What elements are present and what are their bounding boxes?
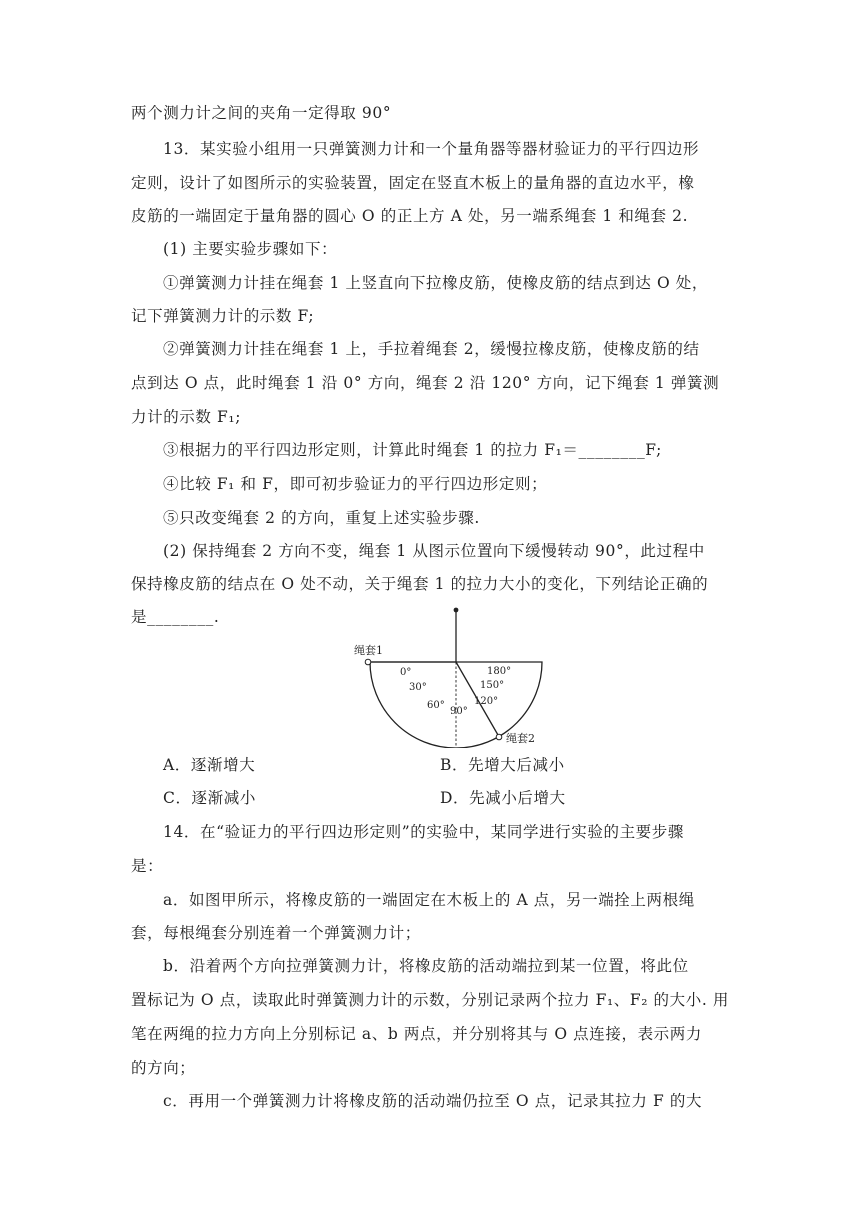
line-22: 置标记为 O 点，读取此时弹簧测力计的示数，分别记录两个拉力 F₁、F₂ 的大小. 用: [131, 991, 730, 1009]
tick-0: 0°: [400, 667, 412, 678]
line-15: 保持橡皮筋的结点在 O 处不动，关于绳套 1 的拉力大小的变化，下列结论正确的: [131, 575, 709, 593]
line-16: 是________.: [131, 608, 220, 626]
line-5: (1) 主要实验步骤如下：: [163, 240, 338, 258]
option-c: C．逐渐减小: [163, 789, 256, 807]
tick-180: 180°: [487, 666, 512, 677]
tick-150: 150°: [480, 680, 505, 691]
line-12: ④比较 F₁ 和 F，即可初步验证力的平行四边形定则；: [163, 475, 548, 493]
tick-120: 120°: [474, 696, 499, 707]
line-25: c．再用一个弹簧测力计将橡皮筋的活动端仍拉至 O 点，记录其拉力 F 的大: [163, 1092, 703, 1110]
line-17: 14．在“验证力的平行四边形定则”的实验中，某同学进行实验的主要步骤: [163, 823, 684, 841]
line-19: a．如图甲所示，将橡皮筋的一端固定在木板上的 A 点，另一端拴上两根绳: [163, 891, 695, 909]
line-10: 力计的示数 F₁;: [131, 408, 242, 426]
line-3: 定则，设计了如图所示的实验装置，固定在竖直木板上的量角器的直边水平，橡: [131, 174, 695, 192]
rope-2-loop: [496, 734, 502, 740]
tick-60: 60°: [427, 700, 445, 711]
line-24: 的方向；: [131, 1059, 196, 1077]
option-d: D．先减小后增大: [440, 789, 566, 807]
line-8: ②弹簧测力计挂在绳套 1 上，手拉着绳套 2，缓慢拉橡皮筋，使橡皮筋的结: [163, 340, 700, 358]
line-2: 13．某实验小组用一只弹簧测力计和一个量角器等器材验证力的平行四边形: [163, 140, 700, 158]
line-20: 套，每根绳套分别连着一个弹簧测力计；: [131, 924, 421, 942]
rope-2-label: 绳套2: [506, 732, 535, 745]
rope-1-loop: [365, 659, 371, 665]
option-b: B．先增大后减小: [440, 756, 565, 774]
rope-1-label: 绳套1: [354, 644, 383, 657]
line-18: 是：: [131, 857, 164, 875]
line-14: (2) 保持绳套 2 方向不变，绳套 1 从图示位置向下缓慢转动 90°，此过程中: [163, 542, 705, 560]
point-a: [454, 608, 459, 613]
line-23: 笔在两绳的拉力方向上分别标记 a、b 两点，并分别将其与 O 点连接，表示两力: [131, 1025, 702, 1043]
tick-90: 90°: [450, 706, 468, 717]
tick-30: 30°: [409, 682, 427, 693]
option-a: A．逐渐增大: [163, 756, 256, 774]
line-13: ⑤只改变绳套 2 的方向，重复上述实验步骤.: [163, 509, 480, 527]
line-21: b．沿着两个方向拉弹簧测力计，将橡皮筋的活动端拉到某一位置，将此位: [163, 957, 689, 975]
line-7: 记下弹簧测力计的示数 F;: [131, 307, 315, 325]
line-6: ①弹簧测力计挂在绳套 1 上竖直向下拉橡皮筋，使橡皮筋的结点到达 O 处，: [163, 274, 708, 292]
protractor-figure: [350, 598, 550, 748]
line-11: ③根据力的平行四边形定则，计算此时绳套 1 的拉力 F₁＝________F;: [163, 441, 662, 459]
line-4: 皮筋的一端固定于量角器的圆心 O 的正上方 A 处，另一端系绳套 1 和绳套 2.: [131, 207, 689, 225]
line-9: 点到达 O 点，此时绳套 1 沿 0° 方向，绳套 2 沿 120° 方向，记下绳套 1 弹簧测: [131, 374, 720, 392]
line-1: 两个测力计之间的夹角一定得取 90°: [131, 104, 392, 122]
